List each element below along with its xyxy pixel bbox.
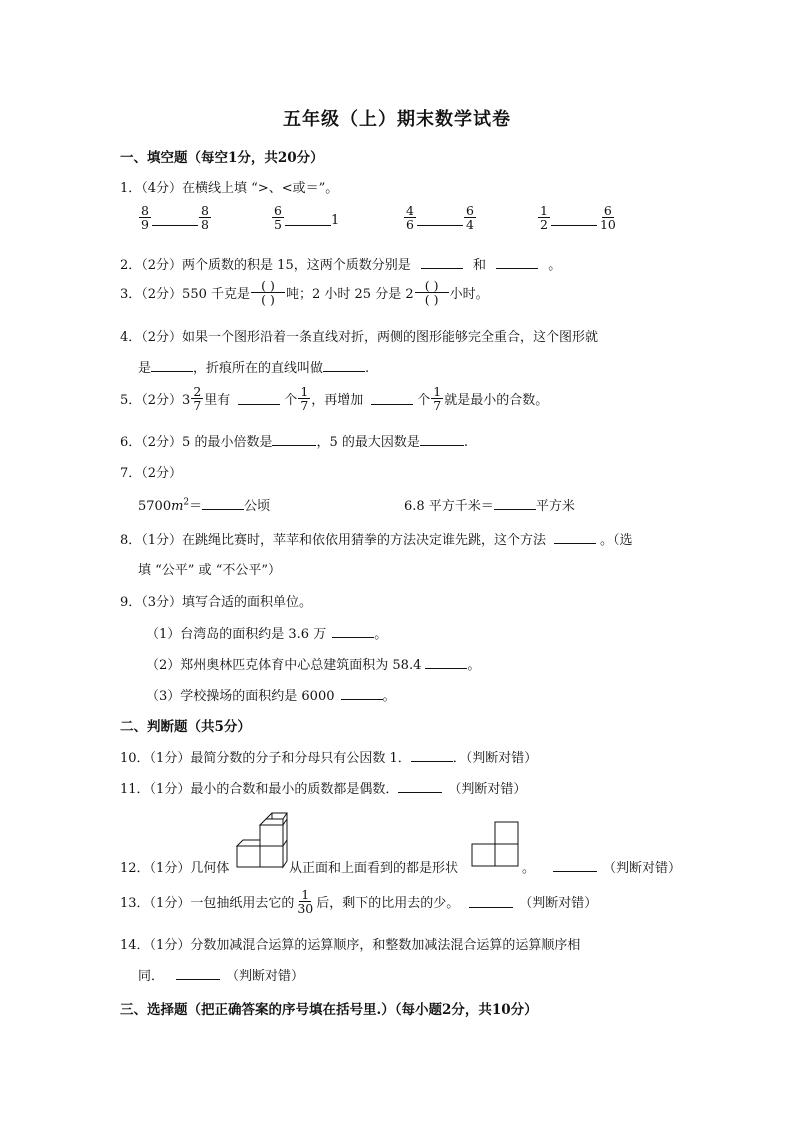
answer-blank[interactable]	[425, 656, 467, 669]
question-14-line-2: 同． （判断对错）	[138, 969, 305, 984]
answer-blank[interactable]	[285, 224, 331, 226]
question-7-part-b: 6.8 平方千米＝ 平方米	[404, 499, 575, 514]
view-shape-icon	[471, 821, 519, 867]
section-multiple-choice-heading: 三、选择题（把正确答案的序号填在括号里.）（每小题2分，共10分）	[120, 1002, 538, 1018]
answer-blank[interactable]	[238, 392, 280, 405]
question-12-end: 。 （判断对错）	[522, 861, 682, 876]
answer-blank[interactable]	[332, 625, 374, 638]
compare-item-2: $\frac{6}{5}$ 1	[274, 203, 340, 233]
answer-blank[interactable]	[371, 392, 413, 405]
question-4-line-1: 4．（2分）如果一个图形沿着一条直线对折，两侧的图形能够完全重合，这个图形就	[120, 330, 599, 345]
fraction: $\frac{1}{2}$	[540, 203, 548, 233]
fraction: $\frac{4}{6}$	[406, 203, 414, 233]
compare-item-1	[138, 204, 212, 231]
question-8-line-1: 8．（1分）在跳绳比赛时，苹苹和依依用猜拳的方法决定谁先跳，这个方法 。（选	[120, 533, 633, 548]
answer-blank[interactable]	[420, 433, 464, 446]
question-13: 13．（1分）一包抽纸用去它的 $\frac{1}{30}$ 后，剩下的比用去的少。 （判断对错）	[120, 887, 598, 917]
fraction: $\frac{6}{5}$	[274, 203, 282, 233]
question-9-item-3: （3）学校操场的面积约是 6000 。	[146, 689, 396, 704]
question-3: 3．（2分）550 千克是 $\frac{( )}{( )}$ 吨；2 小时 25 分是 2 $\frac{( )}{( )}$ 小时。	[120, 278, 489, 308]
question-12-mid: 从正面和上面看到的都是形状	[289, 861, 459, 876]
question-10: 10．（1分）最简分数的分子和分母只有公因数 1． ．（判断对错）	[120, 751, 538, 766]
fraction: $\frac{1}{7}$	[433, 384, 442, 414]
question-2: 2．（2分）两个质数的积是 15，这两个质数分别是 和 。	[120, 258, 562, 273]
question-12-lead: 12．（1分）几何体	[120, 861, 230, 876]
answer-blank[interactable]	[152, 224, 198, 226]
question-9-item-2: （2）郑州奥林匹克体育中心总建筑面积为 58.4 。	[146, 658, 481, 673]
fraction: $\frac{8}{8}$	[200, 203, 209, 233]
paren-fraction[interactable]: $\frac{( )}{( )}$	[251, 279, 285, 306]
question-7-part-a: $5700m^2=$ 公顷	[138, 497, 271, 514]
question-4-line-2: 是 ，折痕所在的直线叫做 .	[138, 361, 370, 376]
question-11: 11．（1分）最小的合数和最小的质数都是偶数． （判断对错）	[120, 782, 527, 797]
answer-blank[interactable]	[151, 359, 193, 372]
answer-blank[interactable]	[469, 895, 513, 908]
paren-fraction[interactable]: $\frac{( )}{( )}$	[415, 279, 449, 306]
answer-blank[interactable]	[176, 967, 220, 980]
answer-blank[interactable]	[551, 224, 597, 226]
question-7: 7．（2分）	[120, 466, 183, 481]
answer-blank[interactable]	[202, 497, 244, 510]
answer-blank[interactable]	[323, 359, 365, 372]
section-fill-blank-heading: 一、填空题（每空1分，共20分）	[120, 150, 324, 166]
section-true-false-heading: 二、判断题（共5分）	[120, 719, 251, 735]
compare-item-4	[537, 204, 619, 231]
answer-blank[interactable]	[272, 433, 316, 446]
question-6: 6．（2分）5 的最小倍数是 ，5 的最大因数是 .	[120, 435, 468, 450]
fraction: $\frac{1}{30}$	[297, 887, 314, 917]
answer-blank[interactable]	[421, 256, 463, 269]
answer-blank[interactable]	[553, 859, 597, 872]
question-9-item-1: （1）台湾岛的面积约是 3.6 万 。	[146, 627, 388, 642]
fraction: $\frac{6}{4}$	[465, 203, 474, 233]
answer-blank[interactable]	[341, 687, 383, 700]
answer-blank[interactable]	[496, 256, 538, 269]
fraction: $\frac{6}{10}$	[599, 203, 616, 233]
answer-blank[interactable]	[417, 224, 463, 226]
answer-blank[interactable]	[494, 497, 536, 510]
fraction: $\frac{8}{9}$	[141, 203, 149, 233]
answer-blank[interactable]	[411, 749, 453, 762]
question-5: 5．（2分）3 $\frac{2}{7}$ 里有 个 $\frac{1}{7}$ ，再增加 个 $\frac{1}{7}$ 就是最小的合数。	[120, 384, 549, 414]
solid-figure-icon	[235, 808, 289, 868]
answer-blank[interactable]	[554, 531, 596, 544]
compare-item-3	[403, 204, 477, 231]
question-8-line-2: 填 “公平” 或 “不公平”）	[138, 563, 281, 578]
question-14-line-1: 14．（1分）分数加减混合运算的运算顺序，和整数加减法混合运算的运算顺序相	[120, 938, 581, 953]
question-9: 9．（3分）填写合适的面积单位。	[120, 595, 313, 610]
question-1: 1．（4分）在横线上填 “>、<或＝”。	[120, 181, 339, 196]
fraction: $\frac{1}{7}$	[300, 384, 309, 414]
answer-blank[interactable]	[398, 780, 442, 793]
page-title: 五年级（上）期末数学试卷	[283, 109, 511, 130]
fraction: $\frac{2}{7}$	[193, 384, 202, 414]
